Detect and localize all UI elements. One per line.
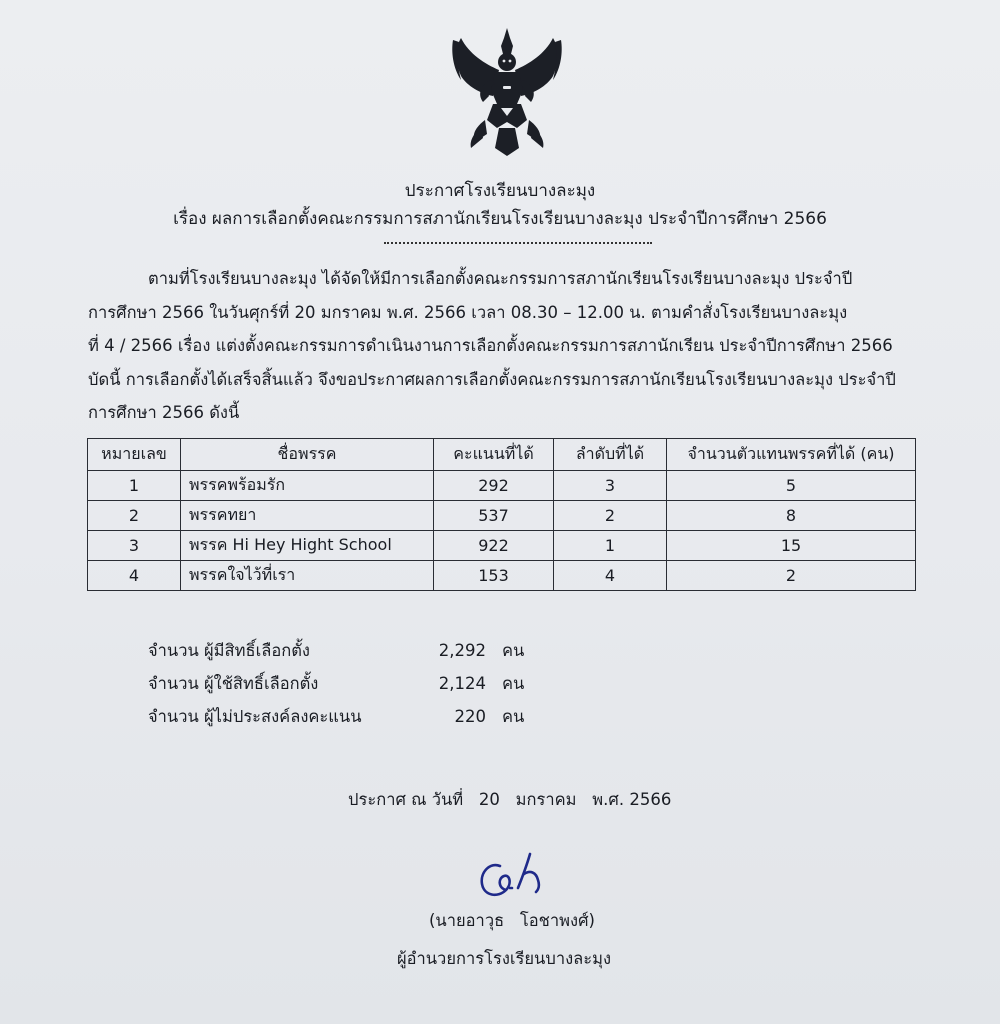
stat-unit: คน	[502, 707, 525, 726]
cell-party-name: พรรคทยา	[181, 501, 434, 531]
signatory-position: ผู้อำนวยการโรงเรียนบางละมุง	[396, 949, 612, 968]
cell-party-name: พรรค Hi Hey Hight School	[181, 531, 434, 561]
cell-number: 3	[88, 531, 181, 561]
signatory-name: (นายอาวุธ โอชาพงศ์)	[429, 911, 595, 930]
header-votes: คะแนนที่ได้	[434, 439, 554, 471]
cell-rank: 2	[554, 501, 667, 531]
stat-label: จำนวน ผู้ใช้สิทธิ์เลือกตั้ง	[148, 674, 319, 693]
stat-unit: คน	[502, 641, 525, 660]
body-line: ตามที่โรงเรียนบางละมุง ได้จัดให้มีการเลือกตั้งคณะกรรมการสภานักเรียนโรงเรียนบางละมุง ประจำปี	[148, 269, 853, 288]
election-results-table	[87, 438, 916, 591]
stat-label: จำนวน ผู้มีสิทธิ์เลือกตั้ง	[148, 641, 310, 660]
header-rank: ลำดับที่ได้	[554, 439, 667, 471]
header-representatives: จำนวนตัวแทนพรรคที่ได้ (คน)	[667, 439, 916, 471]
announcement-title: ประกาศโรงเรียนบางละมุง	[404, 181, 596, 201]
dotted-divider	[384, 228, 652, 244]
cell-party-name: พรรคใจไว้ที่เรา	[181, 561, 434, 591]
stat-row	[148, 700, 524, 733]
body-line: บัดนี้ การเลือกตั้งได้เสร็จสิ้นแล้ว จึงขอประกาศผลการเลือกตั้งคณะกรรมการสภานักเรียนโรงเรียนบางละมุง ประจำปี	[88, 369, 896, 389]
stat-value: 220	[454, 707, 486, 726]
cell-representatives: 2	[667, 561, 916, 591]
cell-votes: 292	[434, 471, 554, 501]
voter-statistics	[148, 634, 524, 733]
cell-votes: 922	[434, 531, 554, 561]
announcement-subject: เรื่อง ผลการเลือกตั้งคณะกรรมการสภานักเรียนโรงเรียนบางละมุง ประจำปีการศึกษา 2566	[173, 209, 827, 229]
stat-value: 2,124	[438, 674, 486, 693]
announcement-date: ประกาศ ณ วันที่ 20 มกราคม พ.ศ. 2566	[348, 790, 672, 809]
stat-label: จำนวน ผู้ไม่ประสงค์ลงคะแนน	[148, 707, 362, 726]
cell-number: 2	[88, 501, 181, 531]
table-row	[88, 501, 916, 531]
table-row	[88, 561, 916, 591]
cell-representatives: 15	[667, 531, 916, 561]
table-header-row	[88, 439, 916, 471]
body-line: การศึกษา 2566 ดังนี้	[88, 403, 240, 422]
stat-unit: คน	[502, 674, 525, 693]
header-number: หมายเลข	[88, 439, 181, 471]
signature	[472, 844, 552, 906]
header-party-name: ชื่อพรรค	[181, 439, 434, 471]
stat-row	[148, 634, 524, 667]
stat-value: 2,292	[438, 641, 486, 660]
body-line: ที่ 4 / 2566 เรื่อง แต่งตั้งคณะกรรมการดำเนินงานการเลือกตั้งคณะกรรมการสภานักเรียน ประจำปีการศึกษา 2566	[88, 336, 893, 355]
cell-number: 4	[88, 561, 181, 591]
cell-rank: 3	[554, 471, 667, 501]
cell-votes: 153	[434, 561, 554, 591]
table-row	[88, 471, 916, 501]
cell-votes: 537	[434, 501, 554, 531]
cell-rank: 1	[554, 531, 667, 561]
table-row	[88, 531, 916, 561]
cell-representatives: 8	[667, 501, 916, 531]
body-line: การศึกษา 2566 ในวันศุกร์ที่ 20 มกราคม พ.ศ. 2566 เวลา 08.30 – 12.00 น. ตามคำสั่งโรงเรียนบางละมุง	[88, 302, 848, 322]
announcement-body	[88, 262, 918, 430]
cell-party-name: พรรคพร้อมรัก	[181, 471, 434, 501]
garuda-emblem	[447, 24, 567, 158]
cell-number: 1	[88, 471, 181, 501]
cell-rank: 4	[554, 561, 667, 591]
stat-row	[148, 667, 524, 700]
cell-representatives: 5	[667, 471, 916, 501]
